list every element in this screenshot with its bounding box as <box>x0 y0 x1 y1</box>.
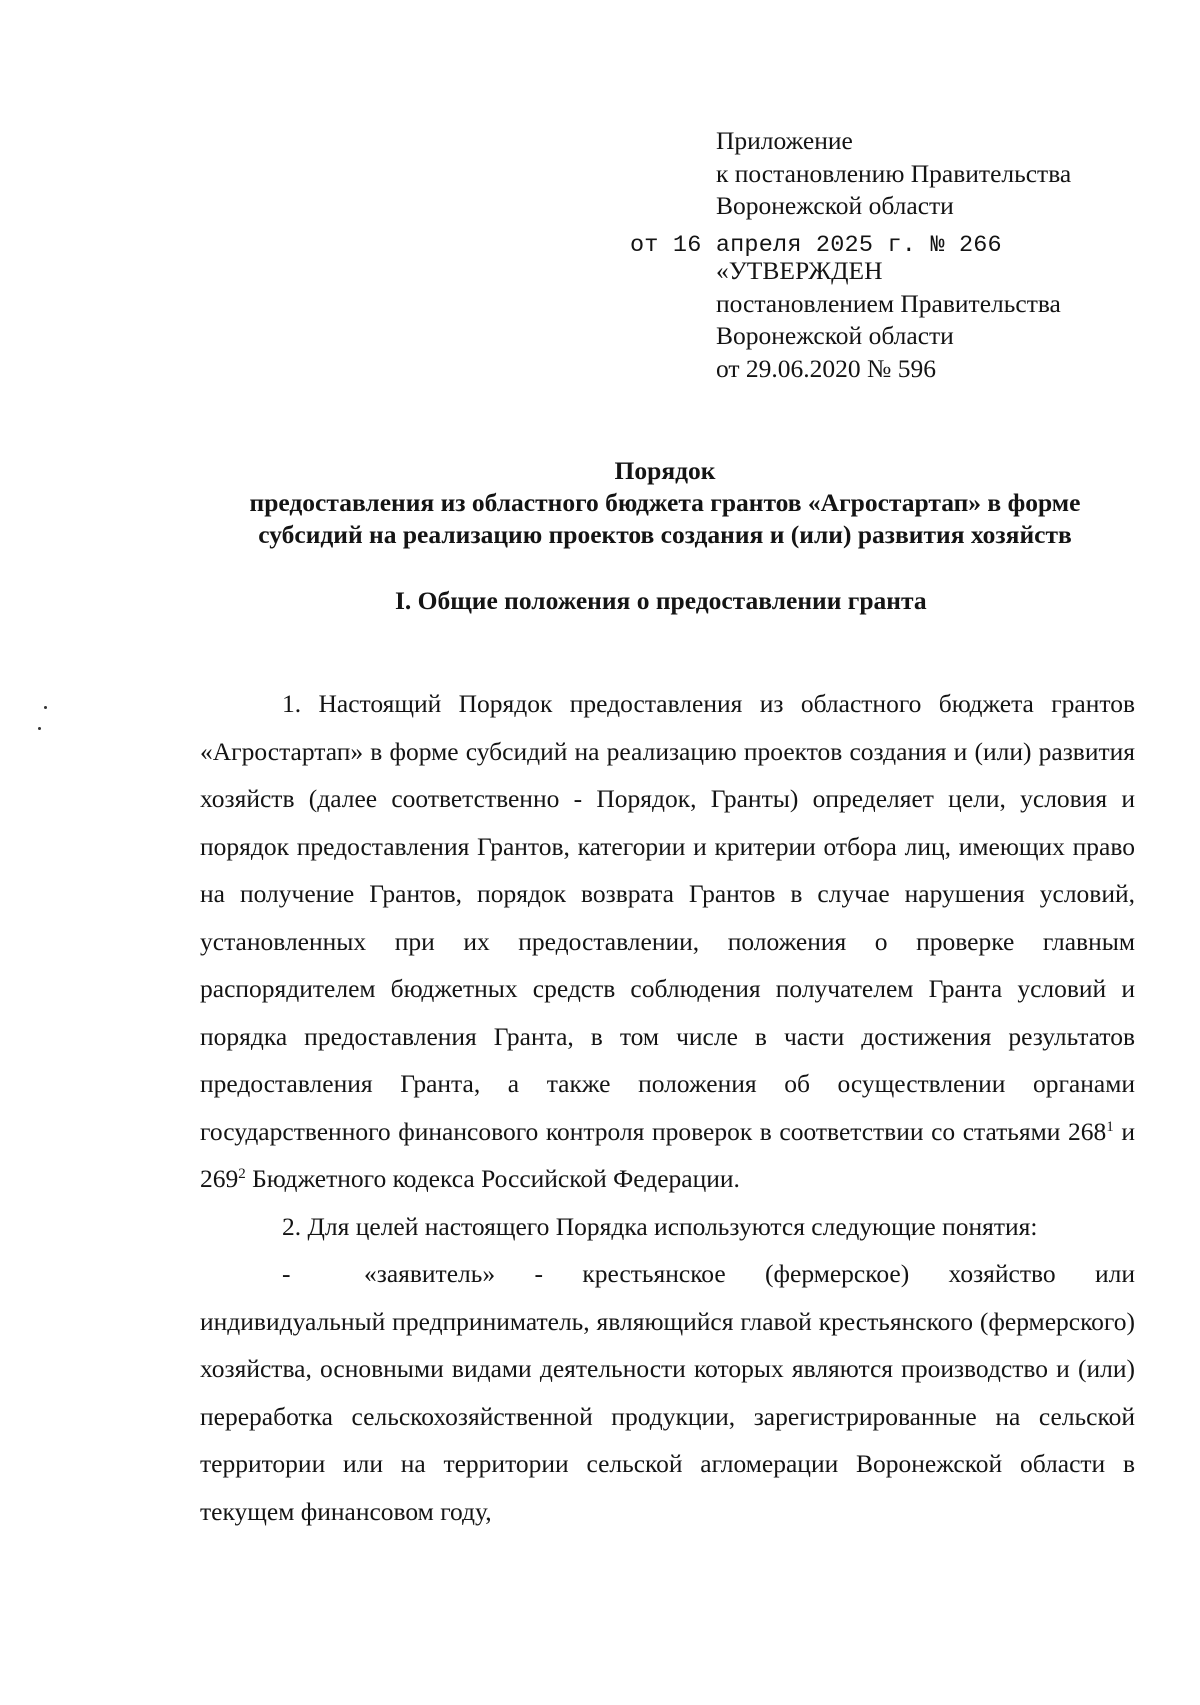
document-body <box>200 680 1135 1535</box>
appendix-date-number: от 16 апреля 2025 г. № 266 <box>630 232 1002 259</box>
list-dash: - <box>282 1259 291 1288</box>
appendix-header <box>716 125 1071 223</box>
scan-speck <box>38 727 41 730</box>
title-line-1: Порядок <box>614 456 716 485</box>
appendix-resolution-ref: к постановлению Правительства <box>716 158 1072 188</box>
approved-label: «УТВЕРЖДЕН <box>716 256 883 285</box>
appendix-region: Воронежской области <box>716 191 954 220</box>
approved-stamp-text <box>716 255 1061 385</box>
article-superscript: 1 <box>1106 1118 1114 1135</box>
paragraph-1 <box>200 680 1135 1203</box>
paragraph-3-text: «заявитель» - крестьянское (фермерское) хозяйство или индивидуальный предприниматель, являющийся главой крестьянского (фермерского) хозяйства, основными видами деятельности которых являются производство и (или) переработка сельскохозяйственной продукции, зарегистрированные на сельской территории или на территории сельской агломерации Воронежской области в текущем финансовом году, <box>200 1259 1135 1526</box>
appendix-label: Приложение <box>716 126 853 155</box>
paragraph-3 <box>200 1250 1135 1535</box>
approved-region: Воронежской области <box>716 321 954 350</box>
section-heading: I. Общие положения о предоставлении гранта <box>395 586 927 615</box>
scan-speck <box>44 706 47 709</box>
paragraph-1-text-mid: и 269 <box>200 1116 1136 1193</box>
title-line-3: субсидий на реализацию проектов создания и (или) развития хозяйств <box>258 520 1072 549</box>
paragraph-1-text: 1. Настоящий Порядок предоставления из областного бюджета грантов «Агростартап» в форме субсидий на реализацию проектов создания и (или) развития хозяйств (далее соответственно - Порядок, Гранты) определяет цели, условия и порядок предоставления Грантов, категории и критерии отбора лиц, имеющих право на получение Грантов, порядок возврата Грантов в случае нарушения условий, установленных при их предоставлении, положения о проверке главным распорядителем бюджетных средств соблюдения получателем Гранта условий и порядка предоставления Гранта, в том числе в части достижения результатов предоставления Гранта, а также положения об осуществлении органами государственного финансового контроля проверок в соответствии со статьями 268 <box>200 689 1135 1146</box>
document-title <box>190 455 1140 551</box>
title-line-2: предоставления из областного бюджета грантов «Агростартап» в форме <box>249 488 1081 517</box>
paragraph-2: 2. Для целей настоящего Порядка используются следующие понятия: <box>282 1211 1038 1241</box>
paragraph-1-text-end: Бюджетного кодекса Российской Федерации. <box>245 1164 740 1193</box>
article-superscript: 2 <box>238 1166 246 1182</box>
approved-by: постановлением Правительства <box>716 288 1061 318</box>
approved-date-number: от 29.06.2020 № 596 <box>716 353 937 383</box>
